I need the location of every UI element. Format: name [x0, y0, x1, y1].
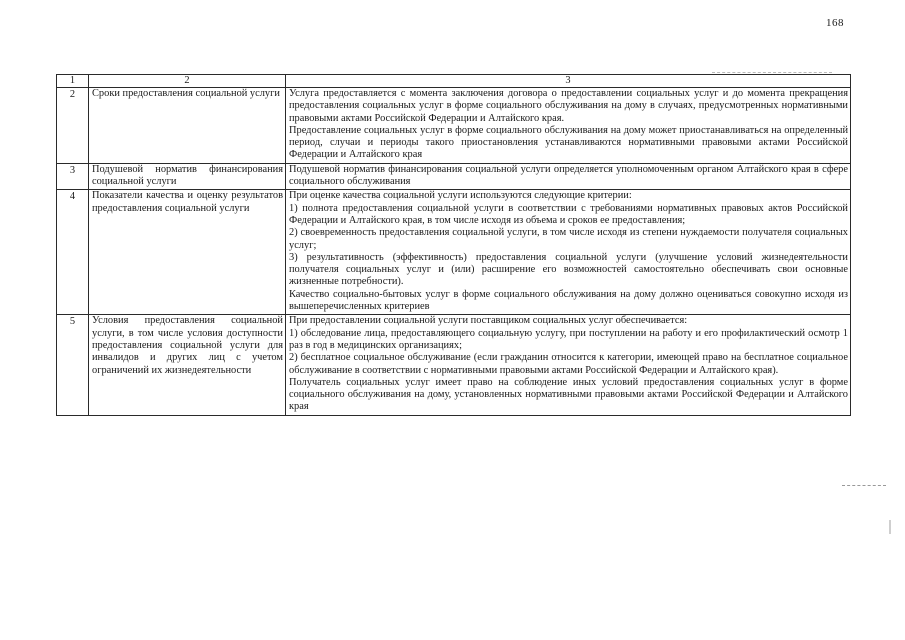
paragraph: 1) обследование лица, предоставляющего социальную услугу, при поступлении на работу и его профилактический осмотр 1 раз в год в медицинских организациях; [289, 327, 848, 351]
paragraph: 3) результативность (эффективность) предоставления социальной услуги (улучшение условий жизнедеятельности получателя социальных услуг и (или) расширение его возможностей самостоятельно обеспечивать свои основные жизненные потребности). [289, 251, 848, 288]
paragraph: При предоставлении социальной услуги поставщиком социальных услуг обеспечивается: [289, 315, 688, 327]
paragraph: Предоставление социальных услуг в форме социального обслуживания на дому может приостанавливаться на определенный период, случаи и периоды такого приостановления устанавливаются нормативными правовыми актами Российской Федерации и Алтайского края [289, 124, 848, 161]
row-number: 5 [57, 315, 89, 415]
paragraph: 1) полнота предоставления социальной услуги в соответствии с требованиями нормативных правовых актов Российской Федерации и Алтайского края, в том числе исходя из объема и сроков ее предоставления; [289, 202, 848, 226]
paragraph: При оценке качества социальной услуги используются следующие критерии: [289, 190, 632, 202]
row-title: Сроки предоставления социальной услуги [89, 88, 286, 164]
paragraph: Качество социально-бытовых услуг в форме социального обслуживания на дому должно оцениваться совокупно исходя из вышеперечисленных критериев [289, 288, 848, 313]
paragraph: Получатель социальных услуг имеет право на соблюдение иных условий предоставления социальных услуг в форме социального обслуживания на дому, установленных нормативными правовыми актами Российской Федерации и Алтайского края [289, 376, 848, 413]
row-description [286, 190, 851, 315]
scan-artifact [842, 485, 886, 487]
table-row [57, 163, 851, 190]
service-standard-table [56, 74, 851, 416]
column-header: 2 [89, 75, 286, 88]
row-number: 4 [57, 190, 89, 315]
row-description [286, 315, 851, 415]
table-row [57, 88, 851, 164]
row-number: 2 [57, 88, 89, 164]
row-description [286, 88, 851, 164]
row-title: Показатели качества и оценку результатов предоставления социальной услуги [89, 190, 286, 315]
row-description [286, 163, 851, 190]
paragraph: Услуга предоставляется с момента заключения договора о предоставлении социальных услуг и до момента прекращения предоставления социальных услуг в форме социального обслуживания на дому в случаях, предусмотренных нормативными правовыми актами Российской Федерации и Алтайского края. [289, 88, 848, 124]
column-header: 1 [57, 75, 89, 88]
paragraph: Подушевой норматив финансирования социальной услуги определяется уполномоченным органом Алтайского края в сфере социального обслуживания [289, 163, 848, 188]
page-number: 168 [826, 17, 844, 29]
table-header-row [57, 75, 851, 88]
table-row [57, 190, 851, 315]
row-title: Подушевой норматив финансирования социальной услуги [89, 163, 286, 190]
scan-artifact [889, 520, 891, 534]
table-row [57, 315, 851, 415]
paragraph: 2) своевременность предоставления социальной услуги, в том числе исходя из степени нуждаемости получателя социальных услуг; [289, 227, 848, 251]
row-title: Условия предоставления социальной услуги, в том числе условия доступности предоставления социальной услуги для инвалидов и других лиц с учетом ограничений их жизнедеятельности [89, 315, 286, 415]
column-header: 3 [286, 75, 851, 88]
row-number: 3 [57, 163, 89, 190]
paragraph: 2) бесплатное социальное обслуживание (если гражданин относится к категории, имеющей право на бесплатное социальное обслуживание в соответствии с нормативными правовыми актами Российской Федерации и Алтайского края). [289, 352, 848, 376]
